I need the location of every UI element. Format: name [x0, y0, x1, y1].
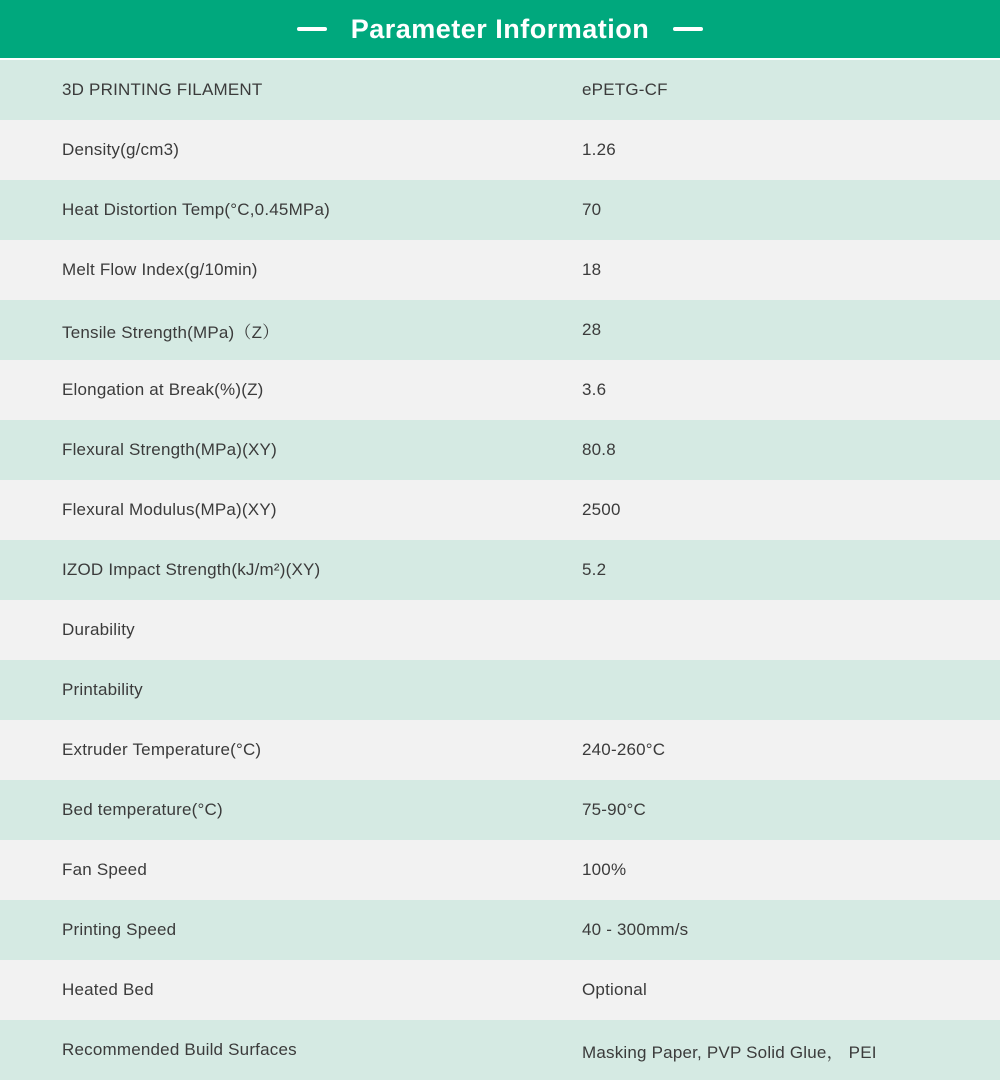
parameter-label: Heat Distortion Temp(°C,0.45MPa) [62, 200, 330, 219]
table-row [0, 780, 1000, 840]
title-dash-right-icon [673, 27, 703, 31]
table-row [0, 900, 1000, 960]
parameter-label: Elongation at Break(%)(Z) [62, 380, 264, 399]
table-row [0, 240, 1000, 300]
table-row [0, 480, 1000, 540]
parameter-value: 2500 [582, 500, 621, 519]
parameter-label: Printability [62, 680, 143, 699]
parameter-label: Flexural Modulus(MPa)(XY) [62, 500, 277, 519]
parameter-value: 3.6 [582, 380, 607, 399]
table-row [0, 1020, 1000, 1080]
parameter-value: 80.8 [582, 440, 616, 459]
parameter-value: Optional [582, 980, 647, 999]
parameter-value: 70 [582, 200, 602, 219]
parameter-label: Printing Speed [62, 920, 177, 939]
parameter-value: 75-90°C [582, 800, 646, 819]
parameter-label: Heated Bed [62, 980, 154, 999]
parameter-value: 1.26 [582, 140, 616, 159]
parameter-value: 18 [582, 260, 602, 279]
parameter-value: ePETG-CF [582, 80, 668, 99]
table-header [0, 0, 1000, 58]
table-row [0, 300, 1000, 360]
parameter-value: 40 - 300mm/s [582, 920, 689, 939]
table-row [0, 540, 1000, 600]
parameter-label: IZOD Impact Strength(kJ/m²)(XY) [62, 560, 321, 579]
parameter-label: 3D PRINTING FILAMENT [62, 80, 263, 99]
parameter-value: 240-260°C [582, 740, 666, 759]
table-row [0, 600, 1000, 660]
table-row [0, 360, 1000, 420]
table-row [0, 840, 1000, 900]
parameter-label: Durability [62, 620, 135, 639]
parameter-label: Flexural Strength(MPa)(XY) [62, 440, 277, 459]
table-row [0, 60, 1000, 120]
page-title: Parameter Information [350, 14, 650, 44]
parameter-label: Tensile Strength(MPa)（Z） [62, 322, 280, 342]
parameter-value: 5.2 [582, 560, 607, 579]
parameter-value: Masking Paper, PVP Solid Glue， PEI [582, 1042, 877, 1062]
parameter-label: Melt Flow Index(g/10min) [62, 260, 258, 279]
table-row [0, 960, 1000, 1020]
parameter-label: Fan Speed [62, 860, 147, 879]
parameter-label: Density(g/cm3) [62, 140, 180, 159]
parameter-value: 28 [582, 320, 602, 339]
parameter-value: 100% [582, 860, 627, 879]
parameter-label: Extruder Temperature(°C) [62, 740, 262, 759]
parameter-table [0, 60, 1000, 1080]
table-row [0, 720, 1000, 780]
table-row [0, 660, 1000, 720]
parameter-label: Recommended Build Surfaces [62, 1040, 297, 1059]
table-row [0, 180, 1000, 240]
parameter-label: Bed temperature(°C) [62, 800, 223, 819]
table-row [0, 420, 1000, 480]
title-dash-left-icon [297, 27, 327, 31]
table-row [0, 120, 1000, 180]
